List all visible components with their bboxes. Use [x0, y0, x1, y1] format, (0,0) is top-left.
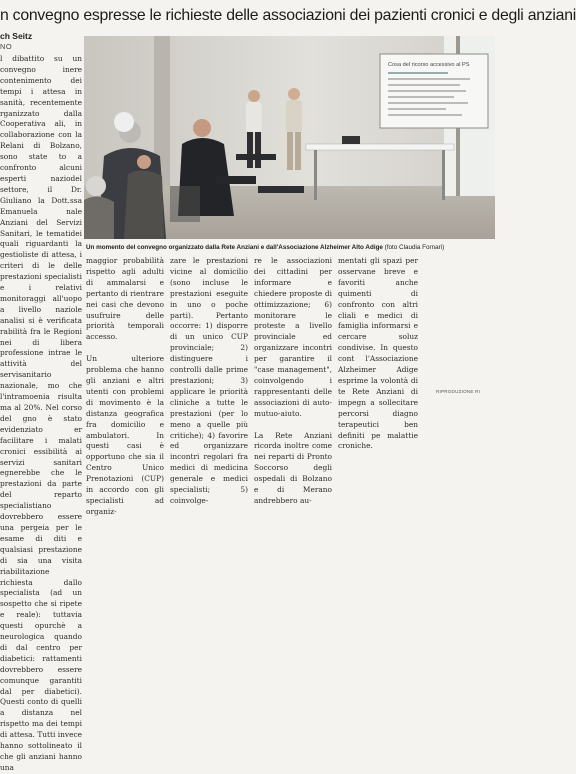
article-column-4-text: re le associazioni dei cittadini per informare e chiedere proposte di ottimizzazione; 6) monitorare le proteste a livello provinciale ed organizzare incontri per garantire il "case management", coinvolgendo i rappresentanti delle associazioni di auto-mutuo-aiuto. La Rete Anziani ricorda inoltre come nei reparti di Pronto Soccorso degli ospedali di Bolzano e di Merano andrebbero au- [254, 256, 332, 505]
photo-caption-text: Un momento del convegno organizzato dalla Rete Anziani e dall'Associazione Alzheimer Alto Adige [86, 244, 383, 251]
article-column-4 [254, 256, 332, 505]
byline [0, 31, 84, 52]
article-column-5-text: mentati gli spazi per osservane breve e favoriti anche quimenti di confronto con altri cliali e medici di famiglia informarsi e cercare soluz condivise. In questo cont l'Associazione Alzheimer Adige esprime la volontà di te Rete Anziani di impegn a sollecitare percorsi diagno terapeutici ben definiti pe malattie croniche. [338, 256, 418, 451]
byline-city: NO [0, 42, 13, 51]
byline-author: ch Seitz [0, 31, 33, 41]
article-column-2 [86, 256, 164, 516]
photo-caption [86, 242, 495, 253]
reproduction-notice: RIPRODUZIONE RI [436, 389, 481, 394]
photo-caption-credit: (foto Claudia Fornari) [384, 244, 445, 251]
conference-photo [84, 36, 495, 239]
article-column-1-text: l dibattito su un convegno inere contenimento dei tempi i attesa in sanità, recentemente rganizzato dalla Cooperativa ali, in collaborazione con la Relani di Bolzano, sono state to a confronto alcuni esperti naziodel settore, il Dr. Giuliano la Dott.ssa Emanuela nale Anziani del Servizi Sanitari, le tematidei quali riguardanti la gestioliste di attesa, i criteri di le delle prestazioni specialisti e i relativi monitoraggi all'uopo a livello naziole analisi si è verificata rabilità fra le Regioni nei di libera professione intrae le attività del servisanitario nazionale, mo che l'intramoenia risulta ma al 20%. Nel corso del gno è stato evidenziato er facilitare i malati cronici essibilità ai servizi sanitari egnerebbe che le prestazioni da parte del reparto specialistiano dovrebbero essere una pergeia per le esame di diti e qualsiasi prestazione di sia una visita riabilitazione richiesta dallo specialista (ad un sospetto che si ripete e reale): tuttavia questi opurchè a neurologica quando di dal centro per diabetici: rattamenti dovrebbero essere comunque garantiti dal per diabetici). Questi conto di quelli a distanza nel rispetto ma dei tempi di attesa. Tutti invece hanno sottolineato il che gli anziani hanno una [0, 54, 82, 772]
article-headline: n convegno espresse le richieste delle associazioni dei pazienti cronici e degli anziani [0, 7, 576, 24]
article-column-3 [170, 256, 248, 505]
article-column-5 [338, 256, 418, 451]
article-column-2-text: maggior probabilità rispetto agli adulti di ammalarsi e pertanto di rientrare nei casi che devono usufruire delle priorità temporali accesso. Un ulteriore problema che hanno gli anziani e altri utenti con problemi di movimento è la distanza geografica fra domicilio e ambulatori. In questi casi è opportuno che sia il Centro Unico Prenotazioni (CUP) in accordo con gli specialisti ad organiz- [86, 256, 164, 516]
projection-screen [380, 54, 488, 128]
article-column-3-text: zare le prestazioni vicine al domicilio (sono incluse le prestazioni eseguite in uno o poche parti). Pertanto occorre: 1) disporre di un unico CUP provinciale; 2) distinguere i controlli dalle prime prestazioni; 3) applicare le priorità cliniche a tutte le prestazioni (per lo meno a quelle più critiche); 4) favorire ed organizzare incontri regolari fra medici di medicina generale e medici specialisti; 5) coinvolge- [170, 256, 248, 505]
article-column-1 [0, 54, 82, 772]
screen-title: Cosa del ricorso accessivo al PS [388, 62, 470, 68]
